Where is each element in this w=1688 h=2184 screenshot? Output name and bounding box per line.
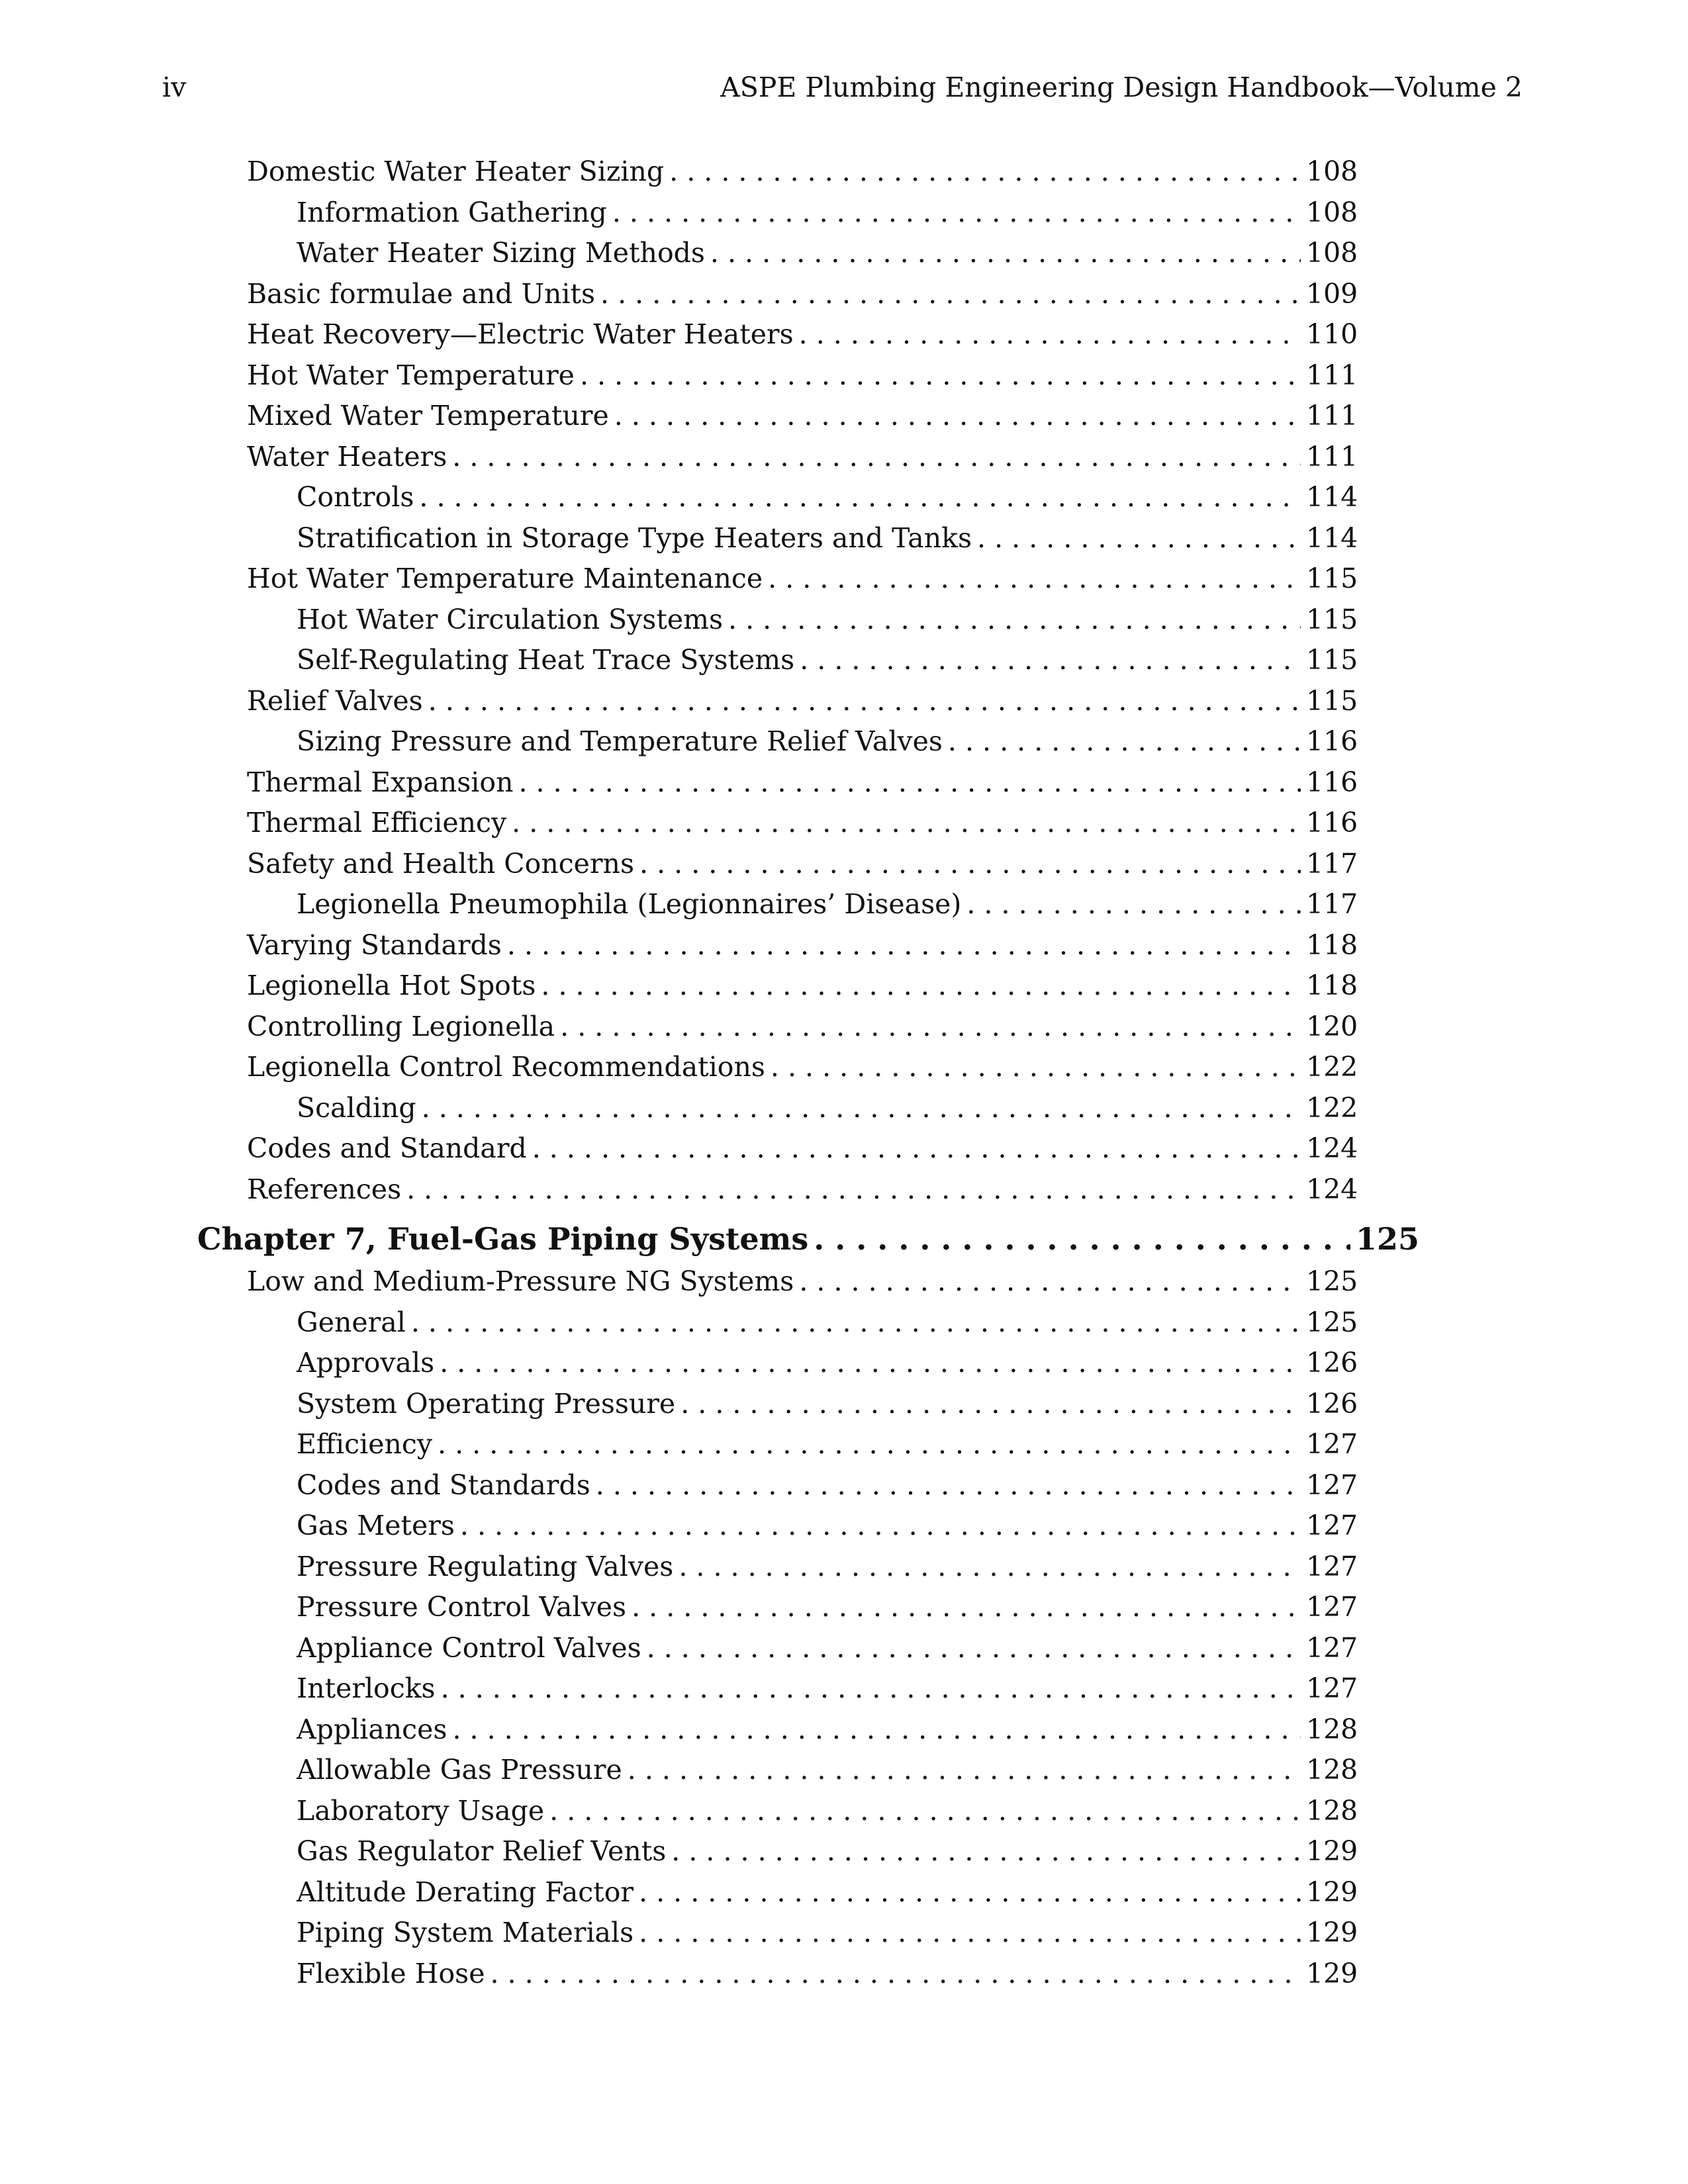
toc-entry: [247, 273, 1358, 314]
toc-entry-page: 125: [1356, 1221, 1420, 1257]
toc-entry: [247, 965, 1358, 1006]
toc-entry: [247, 355, 1358, 396]
dot-leader: [600, 273, 1301, 314]
dot-leader: [428, 680, 1301, 721]
toc-entry-page: 108: [1306, 156, 1358, 187]
toc-entry-page: 120: [1306, 1010, 1358, 1042]
dot-leader: [628, 1749, 1301, 1790]
toc-entry-title: Self-Regulating Heat Trace Systems: [297, 644, 795, 676]
dot-leader: [639, 1872, 1301, 1913]
toc-entry-title: Laboratory Usage: [297, 1794, 545, 1827]
toc-entry-page: 122: [1306, 1051, 1358, 1083]
toc-entry-page: 124: [1306, 1132, 1358, 1164]
toc-entry: [247, 1006, 1358, 1047]
dot-leader: [639, 1912, 1301, 1953]
toc-entry-page: 127: [1306, 1469, 1358, 1501]
toc-entry-title: Scalding: [297, 1091, 416, 1124]
dot-leader: [507, 925, 1301, 966]
toc-entry-title: Hot Water Temperature: [247, 359, 575, 391]
toc-entry: [297, 721, 1358, 762]
running-title: ASPE Plumbing Engineering Design Handbook—Volume 2: [720, 71, 1523, 103]
toc-entry-title: Safety and Health Concerns: [247, 847, 634, 880]
toc-entry: [247, 1046, 1358, 1087]
dot-leader: [639, 843, 1301, 884]
toc-entry: [297, 477, 1358, 518]
toc-entry-page: 109: [1306, 277, 1358, 310]
toc-entry: [297, 884, 1358, 925]
dot-leader: [541, 965, 1301, 1006]
toc-entry: [297, 1546, 1358, 1587]
toc-entry-title: Controlling Legionella: [247, 1010, 555, 1042]
toc-entry-title: Mixed Water Temperature: [247, 400, 609, 432]
page-header: [0, 71, 1688, 111]
toc-entry-page: 118: [1306, 970, 1358, 1001]
dot-leader: [441, 1668, 1301, 1709]
dot-leader: [710, 232, 1301, 273]
toc-entry: [247, 151, 1358, 192]
toc-entry-page: 128: [1306, 1713, 1358, 1745]
toc-entry-title: Hot Water Temperature Maintenance: [247, 563, 763, 594]
toc-entry-title: Basic formulae and Units: [247, 277, 596, 310]
toc-entry-title: Appliance Control Valves: [297, 1631, 641, 1664]
toc-entry: [247, 843, 1358, 884]
toc-entry-page: 117: [1306, 847, 1358, 880]
toc-entry-title: Gas Meters: [297, 1510, 455, 1541]
dot-leader: [966, 884, 1301, 925]
toc-entry-title: Appliances: [297, 1713, 447, 1745]
dot-leader: [771, 1046, 1301, 1087]
toc-entry-title: Gas Regulator Relief Vents: [297, 1835, 667, 1867]
toc-entry: [297, 1831, 1358, 1872]
toc-entry: [247, 680, 1358, 721]
dot-leader: [614, 395, 1301, 436]
dot-leader: [490, 1953, 1301, 1994]
dot-leader: [532, 1128, 1301, 1169]
dot-leader: [799, 314, 1301, 355]
dot-leader: [452, 436, 1301, 477]
toc-entry-title: Domestic Water Heater Sizing: [247, 156, 665, 187]
dot-leader: [452, 1709, 1301, 1750]
toc-entry: [297, 1709, 1358, 1750]
dot-leader: [669, 151, 1301, 192]
toc-entry-page: 117: [1306, 888, 1358, 920]
toc-entry: [297, 1790, 1358, 1831]
toc-entry-title: Legionella Control Recommendations: [247, 1051, 765, 1083]
toc-entry-title: Varying Standards: [247, 929, 502, 961]
toc-entry-title: Stratification in Storage Type Heaters and Tanks: [297, 522, 972, 554]
toc-entry-page: 118: [1306, 929, 1358, 961]
dot-leader: [406, 1169, 1301, 1210]
toc-entry: [247, 395, 1358, 436]
toc-entry-title: System Operating Pressure: [297, 1387, 676, 1420]
toc-entry-page: 116: [1306, 725, 1358, 757]
dot-leader: [560, 1006, 1301, 1047]
toc-entry: [297, 1383, 1358, 1424]
dot-leader: [768, 558, 1301, 599]
toc-entry-title: Hot Water Circulation Systems: [297, 603, 724, 635]
toc-entry-page: 111: [1306, 359, 1358, 391]
toc-entry: [297, 639, 1358, 680]
toc-entry-page: 125: [1306, 1306, 1358, 1338]
toc-entry-page: 116: [1306, 766, 1358, 798]
toc-entry-page: 129: [1306, 1835, 1358, 1867]
toc-entry-title: Approvals: [297, 1347, 435, 1379]
dot-leader: [728, 599, 1301, 640]
dot-leader: [580, 355, 1301, 396]
dot-leader: [512, 802, 1301, 843]
toc-entry-title: Legionella Hot Spots: [247, 970, 536, 1001]
toc-entry-page: 108: [1306, 196, 1358, 228]
dot-leader: [460, 1505, 1301, 1546]
dot-leader: [411, 1302, 1301, 1343]
toc-entry-page: 122: [1306, 1091, 1358, 1124]
dot-leader: [977, 518, 1301, 559]
toc-entry-page: 124: [1306, 1173, 1358, 1205]
dot-leader: [440, 1342, 1301, 1383]
toc-entry: [297, 1465, 1358, 1506]
toc-entry-page: 129: [1306, 1876, 1358, 1908]
dot-leader: [612, 192, 1301, 233]
toc-entry-title: Piping System Materials: [297, 1917, 634, 1948]
toc-entry-page: 111: [1306, 400, 1358, 432]
toc-entry: [247, 1128, 1358, 1169]
toc-entry: [297, 1953, 1358, 1994]
toc-entry-title: Water Heater Sizing Methods: [297, 237, 705, 269]
toc-entry: [297, 1087, 1358, 1128]
toc-entry: [297, 232, 1358, 273]
toc-entry-page: 108: [1306, 237, 1358, 269]
toc-entry: [247, 314, 1358, 355]
toc-entry-title: Codes and Standard: [247, 1132, 527, 1164]
toc-entry: [297, 192, 1358, 233]
toc-entry: [247, 558, 1358, 599]
dot-leader: [549, 1790, 1301, 1831]
toc-entry: [247, 1169, 1358, 1210]
toc-entry-title: Thermal Expansion: [247, 766, 514, 798]
toc-entry-title: Pressure Control Valves: [297, 1591, 627, 1623]
toc-entry: [247, 436, 1358, 477]
toc-entry-page: 127: [1306, 1510, 1358, 1541]
toc-entry-page: 126: [1306, 1347, 1358, 1379]
toc-entry-page: 127: [1306, 1591, 1358, 1623]
toc-entry-page: 114: [1306, 522, 1358, 554]
toc-entry-title: Legionella Pneumophila (Legionnaires’ Disease): [297, 888, 962, 920]
toc-entry-page: 125: [1306, 1265, 1358, 1297]
toc-entry-title: Information Gathering: [297, 196, 607, 228]
toc-entry: [297, 1424, 1358, 1465]
toc-entry-title: Chapter 7, Fuel-Gas Piping Systems: [197, 1221, 809, 1257]
dot-leader: [671, 1831, 1301, 1872]
toc-entry: [247, 925, 1358, 966]
toc-entry-title: Heat Recovery—Electric Water Heaters: [247, 318, 794, 350]
toc-entry-title: Codes and Standards: [297, 1469, 590, 1501]
toc-entry-title: Water Heaters: [247, 440, 447, 473]
toc-entry-page: 115: [1306, 684, 1358, 717]
dot-leader: [419, 477, 1301, 518]
dot-leader: [422, 1087, 1301, 1128]
toc-entry: [297, 1749, 1358, 1790]
toc-entry: [297, 1302, 1358, 1343]
toc-entry-page: 129: [1306, 1957, 1358, 1989]
toc-entry-page: 127: [1306, 1550, 1358, 1582]
toc-entry-page: 110: [1306, 318, 1358, 350]
toc-entry-title: Sizing Pressure and Temperature Relief Valves: [297, 725, 943, 757]
toc-entry: [297, 1586, 1358, 1627]
toc-entry: [297, 1872, 1358, 1913]
toc-entry-title: Interlocks: [297, 1672, 436, 1704]
toc-entry: [297, 1627, 1358, 1668]
chapter-heading: [197, 1216, 1420, 1262]
toc-entry-page: 128: [1306, 1794, 1358, 1827]
dot-leader: [647, 1627, 1301, 1668]
toc-entry-title: Allowable Gas Pressure: [297, 1754, 622, 1786]
toc-entry: [247, 802, 1358, 843]
toc-entry: [247, 762, 1358, 803]
toc-entry: [297, 1668, 1358, 1709]
toc-entry-title: Efficiency: [297, 1428, 433, 1460]
toc-entry-page: 116: [1306, 807, 1358, 839]
dot-leader: [596, 1465, 1301, 1506]
toc-entry-page: 111: [1306, 440, 1358, 473]
toc-entry: [247, 1261, 1358, 1302]
dot-leader: [814, 1216, 1350, 1262]
dot-leader: [632, 1586, 1301, 1627]
toc-entry-title: General: [297, 1306, 406, 1338]
toc-entry-page: 128: [1306, 1754, 1358, 1786]
toc-entry-page: 115: [1306, 603, 1358, 635]
toc-entry-page: 115: [1306, 644, 1358, 676]
dot-leader: [948, 721, 1301, 762]
toc-entry-page: 127: [1306, 1428, 1358, 1460]
toc-entry-title: Controls: [297, 481, 414, 513]
toc-entry: [297, 599, 1358, 640]
toc-entry-title: Relief Valves: [247, 684, 423, 717]
toc-entry: [297, 518, 1358, 559]
toc-entry-title: Low and Medium-Pressure NG Systems: [247, 1265, 794, 1297]
toc-entry-title: References: [247, 1173, 402, 1205]
page-number: iv: [162, 71, 187, 103]
dot-leader: [438, 1424, 1301, 1465]
toc-entry-title: Pressure Regulating Valves: [297, 1550, 674, 1582]
toc-entry: [297, 1505, 1358, 1546]
toc-entry-title: Thermal Efficiency: [247, 807, 507, 839]
toc-entry-page: 114: [1306, 481, 1358, 513]
toc-entry-page: 127: [1306, 1631, 1358, 1664]
toc-entry-title: Flexible Hose: [297, 1957, 485, 1989]
toc-entry: [297, 1912, 1358, 1953]
dot-leader: [518, 762, 1301, 803]
dot-leader: [800, 639, 1301, 680]
toc-entry: [297, 1342, 1358, 1383]
dot-leader: [679, 1546, 1301, 1587]
toc-entry-page: 127: [1306, 1672, 1358, 1704]
toc-entry-page: 115: [1306, 563, 1358, 594]
toc-entry-page: 126: [1306, 1387, 1358, 1420]
toc-entry-title: Altitude Derating Factor: [297, 1876, 634, 1908]
dot-leader: [799, 1261, 1301, 1302]
toc-entry-page: 129: [1306, 1917, 1358, 1948]
dot-leader: [680, 1383, 1301, 1424]
